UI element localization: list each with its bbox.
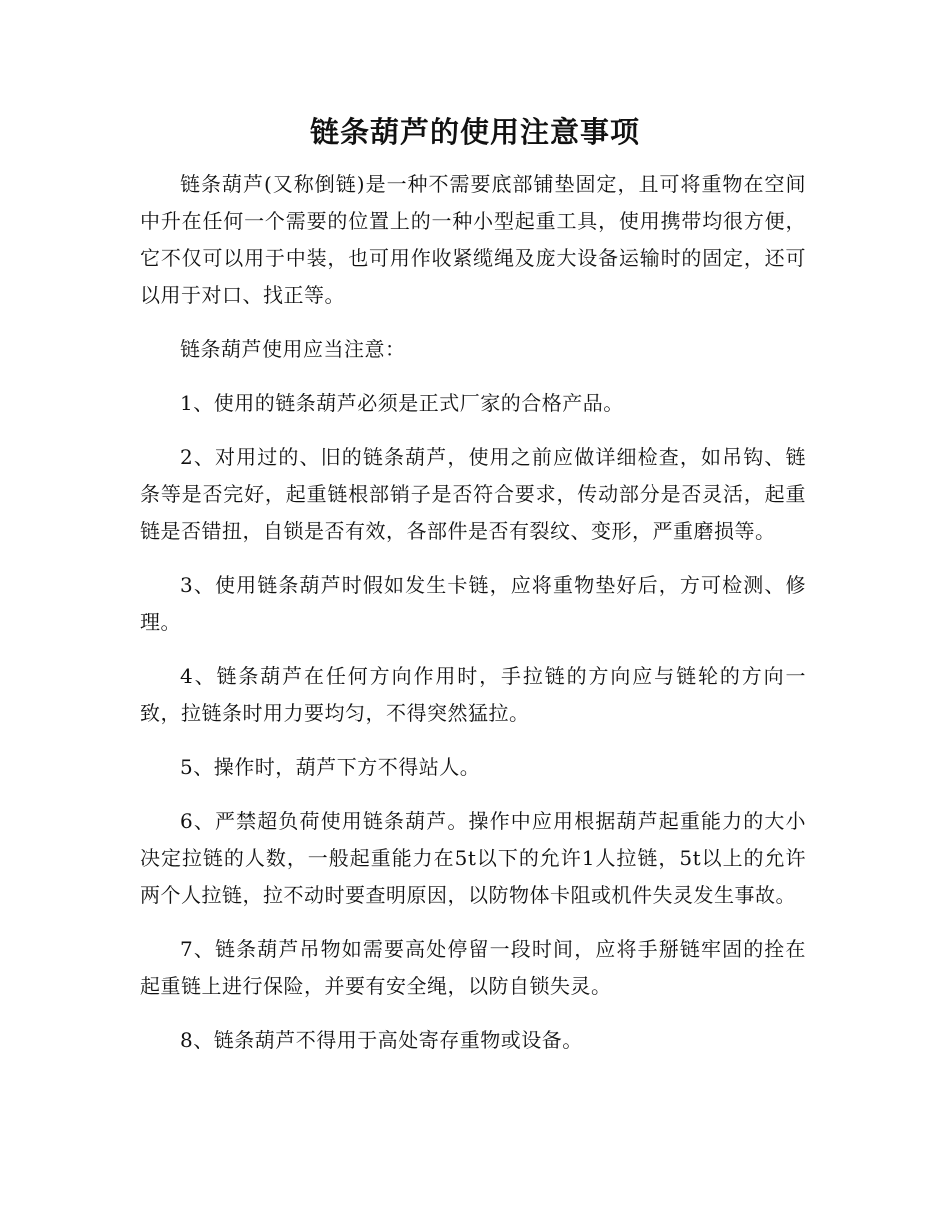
notes-heading: 链条葫芦使用应当注意： xyxy=(180,337,406,361)
list-item: 7、链条葫芦吊物如需要高处停留一段时间，应将手掰链牢固的拴在起重链上进行保险，并要有安全绳，以防自锁失灵。 xyxy=(140,937,806,998)
list-item: 2、对用过的、旧的链条葫芦，使用之前应做详细检查，如吊钩、链条等是否完好，起重链根部销子是否符合要求，传动部分是否灵活，起重链是否错扭，自锁是否有效，各部件是否有裂纹、变形，严重磨损等。 xyxy=(140,445,806,543)
list-item: 6、严禁超负荷使用链条葫芦。操作中应用根据葫芦起重能力的大小决定拉链的人数，一般起重能力在5t以下的允许1人拉链，5t以上的允许两个人拉链，拉不动时要查明原因，以防物体卡阻或机件失灵发生事故。 xyxy=(140,809,806,907)
document-title: 链条葫芦的使用注意事项 xyxy=(309,115,640,149)
list-item: 5、操作时，葫芦下方不得站人。 xyxy=(180,755,481,779)
list-item: 4、链条葫芦在任何方向作用时，手拉链的方向应与链轮的方向一致，拉链条时用力要均匀，不得突然猛拉。 xyxy=(140,664,806,725)
list-item: 3、使用链条葫芦时假如发生卡链，应将重物垫好后，方可检测、修理。 xyxy=(140,573,806,634)
list-item: 8、链条葫芦不得用于高处寄存重物或设备。 xyxy=(180,1028,583,1052)
list-item: 1、使用的链条葫芦必须是正式厂家的合格产品。 xyxy=(180,391,624,415)
intro-paragraph: 链条葫芦(又称倒链)是一种不需要底部铺垫固定，且可将重物在空间中升在任何一个需要的位置上的一种小型起重工具，使用携带均很方便，它不仅可以用于中装，也可用作收紧缆绳及庞大设备运输时的固定，还可以用于对口、找正等。 xyxy=(140,172,806,307)
document-body xyxy=(140,166,806,1076)
